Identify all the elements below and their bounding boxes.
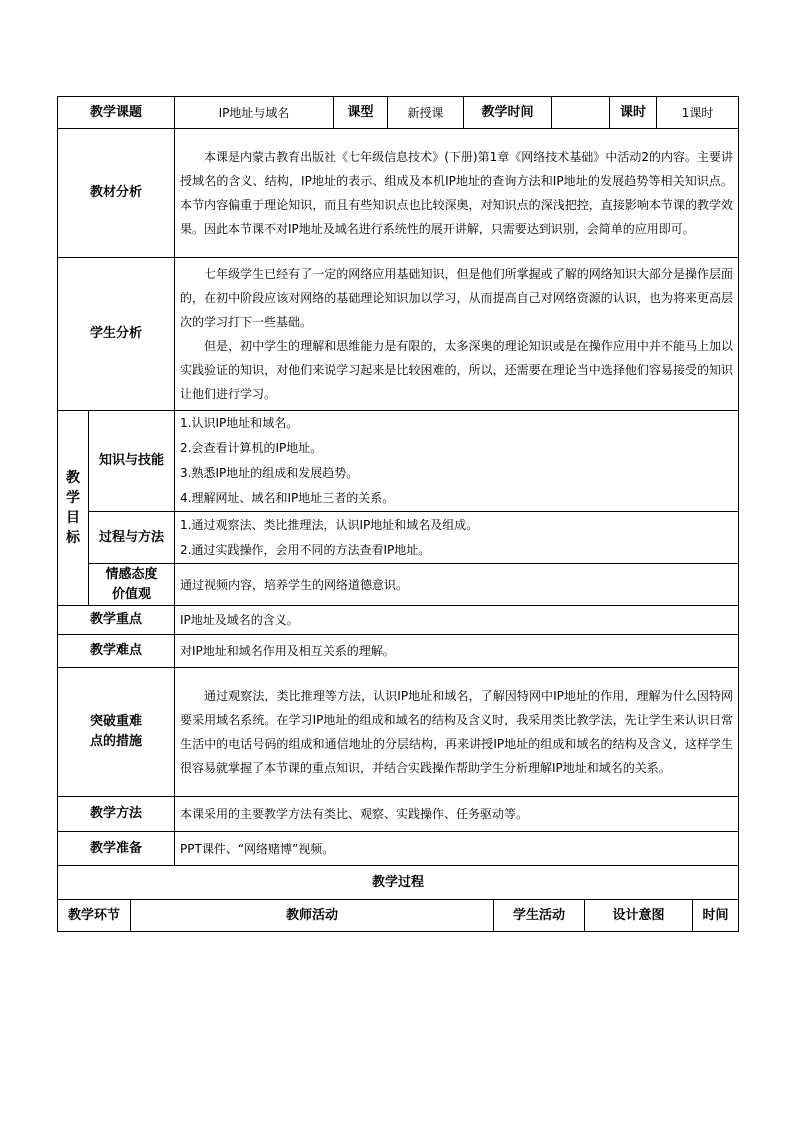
measures-row — [58, 668, 739, 797]
list-item: 4.理解网址、域名和IP地址三者的关系。 — [180, 491, 395, 505]
time-value — [552, 97, 610, 129]
goals-label-char: 目 — [66, 510, 80, 526]
process-title-row — [58, 866, 739, 900]
goals-process-row — [58, 512, 739, 564]
type-value: 新授课 — [388, 97, 464, 129]
preparation-label: 教学准备 — [58, 832, 175, 866]
lesson-plan-table — [57, 96, 739, 900]
goals-emotion-row — [58, 564, 739, 606]
period-label: 课时 — [610, 97, 657, 129]
student-label: 学生分析 — [58, 258, 175, 411]
difficulty-text: 对IP地址和域名作用及相互关系的理解。 — [175, 635, 739, 668]
process-column-header: 时间 — [693, 900, 739, 932]
list-item: 3.熟悉IP地址的组成和发展趋势。 — [180, 466, 359, 480]
measures-label-line: 点的措施 — [90, 734, 143, 749]
topic-label: 教学课题 — [58, 97, 175, 129]
emotion-text: 通过视频内容，培养学生的网络道德意识。 — [175, 564, 739, 606]
goals-label-char: 教 — [66, 470, 80, 486]
knowledge-label: 知识与技能 — [89, 411, 175, 512]
process-column-header: 学生活动 — [494, 900, 585, 932]
method-label: 教学方法 — [58, 797, 175, 832]
measures-label — [58, 668, 175, 797]
header-row — [58, 97, 739, 129]
preparation-row — [58, 832, 739, 866]
preparation-text: PPT课件、“网络赌博”视频。 — [175, 832, 739, 866]
emotion-label-line: 情感态度 — [105, 566, 158, 582]
material-text: 本课是内蒙古教育出版社《七年级信息技术》(下册)第1章《网络技术基础》中活动2的内容。主要讲授域名的含义、结构，IP地址的表示、组成及本机IP地址的查询方法和IP地址的发展趋势等相关知识点。本节内容偏重于理论知识，而且有些知识点也比较深奥，对知识点的深浅把控，直接影响本节课的教学效果。因此本节课不对IP地址及域名进行系统性的展开讲解，只需要达到识别，会简单的应用即可。 — [180, 150, 734, 236]
key-point-row — [58, 606, 739, 635]
period-value: 1课时 — [657, 97, 739, 129]
goals-label — [58, 411, 89, 606]
emotion-label-line: 价值观 — [112, 586, 152, 602]
measures-text: 通过观察法，类比推理等方法，认识IP地址和域名，了解因特网中IP地址的作用，理解为什么因特网要采用域名系统。在学习IP地址的组成和域名的结构及含义时，我采用类比教学法，先让学生来认识日常生活中的电话号码的组成和通信地址的分层结构，再来讲授IP地址的组成和域名的结构及含义，这样学生很容易就掌握了本节课的重点知识，并结合实践操作帮助学生分析理解IP地址和域名的关系。 — [180, 689, 734, 775]
process-column-header: 设计意图 — [585, 900, 693, 932]
process-method-label: 过程与方法 — [89, 512, 175, 564]
list-item: 2.通过实践操作，会用不同的方法查看IP地址。 — [180, 542, 431, 557]
student-row — [58, 258, 739, 411]
goals-label-char: 标 — [66, 530, 80, 546]
type-label: 课型 — [334, 97, 388, 129]
topic-value: IP地址与域名 — [175, 97, 334, 129]
method-row — [58, 797, 739, 832]
material-cell — [175, 129, 739, 258]
process-column-header: 教学环节 — [58, 900, 131, 932]
method-text: 本课采用的主要教学方法有类比、观察、实践操作、任务驱动等。 — [175, 797, 739, 832]
process-header-table — [57, 899, 739, 932]
difficulty-row — [58, 635, 739, 668]
measures-label-line: 突破重难 — [90, 714, 143, 729]
lesson-plan-page — [57, 96, 738, 932]
list-item: 2.会查看计算机的IP地址。 — [180, 441, 323, 455]
material-label: 教材分析 — [58, 129, 175, 258]
emotion-label — [89, 564, 175, 606]
list-item: 1.通过观察法、类比推理法，认识IP地址和域名及组成。 — [180, 517, 479, 532]
material-row — [58, 129, 739, 258]
difficulty-label: 教学难点 — [58, 635, 175, 668]
student-cell — [175, 258, 739, 411]
time-label: 教学时间 — [464, 97, 552, 129]
process-title: 教学过程 — [58, 866, 739, 900]
goals-knowledge-row — [58, 411, 739, 512]
process-header-row — [58, 900, 739, 932]
knowledge-list — [175, 411, 739, 512]
process-column-header: 教师活动 — [131, 900, 494, 932]
list-item: 1.认识IP地址和域名。 — [180, 416, 299, 430]
student-paragraph-1: 七年级学生已经有了一定的网络应用基础知识，但是他们所掌握或了解的网络知识大部分是操作层面的，在初中阶段应该对网络的基础理论知识加以学习，从而提高自己对网络资源的认识，也为将来更高层次的学习打下一些基础。 — [180, 267, 734, 329]
student-paragraph-2: 但是，初中学生的理解和思维能力是有限的，太多深奥的理论知识或是在操作应用中并不能马上加以实践验证的知识，对他们来说学习起来是比较困难的，所以，还需要在理论当中选择他们容易接受的知识让他们进行学习。 — [180, 339, 734, 401]
measures-cell — [175, 668, 739, 797]
key-point-text: IP地址及域名的含义。 — [175, 606, 739, 635]
key-point-label: 教学重点 — [58, 606, 175, 635]
process-method-list — [175, 512, 739, 564]
goals-label-char: 学 — [66, 490, 80, 506]
